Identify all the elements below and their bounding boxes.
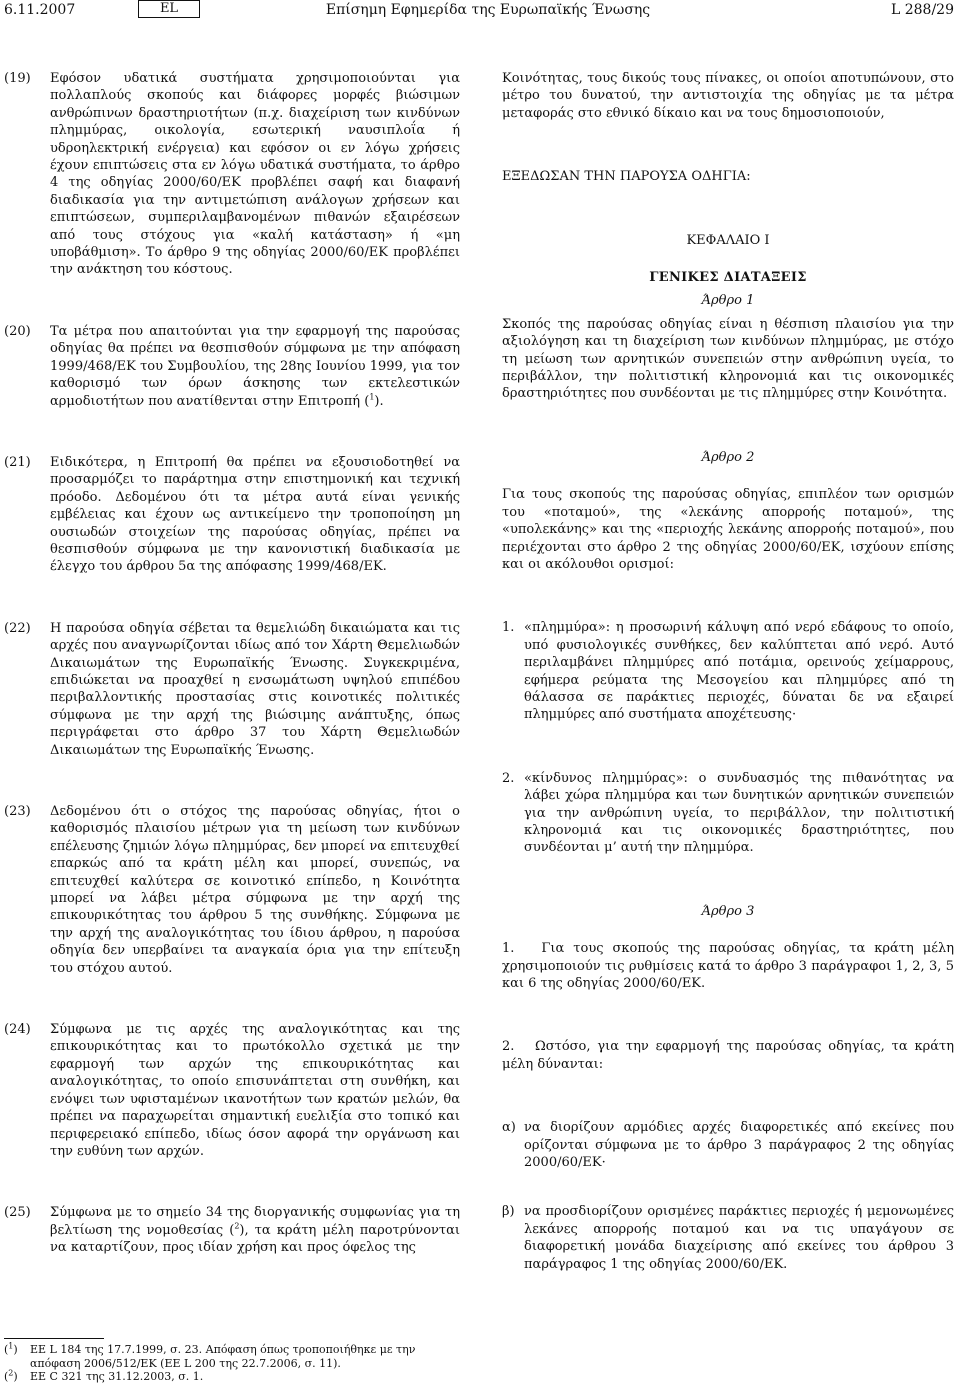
recital — [4, 323, 460, 410]
recital-number: (21) — [4, 454, 31, 470]
definition-number: 2. — [502, 770, 515, 786]
language-badge: EL — [138, 0, 200, 18]
page-header — [0, 2, 960, 32]
article-1-title: Άρθρο 1 — [701, 293, 755, 309]
article-2-text: Για τους σκοπούς της παρούσας οδηγίας, επιπλέον των ορισμών του «ποταμού», της «λεκάνης απορροής ποταμού», της «υπολεκάνης» και της «περιοχής λεκάνης απορροής ποταμού», που περιέχονται στο άρθρο 2 της οδηγίας 2000/60/ΕΚ, ισχύουν επίσης και οι ακόλουθοι ορισμοί: — [502, 487, 954, 572]
article-2-title: Άρθρο 2 — [701, 449, 755, 465]
header-date: 6.11.2007 — [4, 2, 76, 18]
recital-text: Δεδομένου ότι ο στόχος της παρούσας οδηγίας, ήτοι ο καθορισμός πλαισίου μέτρων για τη μείωση των κινδύνων επέλευσης ζημιών λόγω πλημμύρας, δεν μπορεί να επιτευχθεί επαρκώς από τα κράτη μέλη και μπορεί, συνεπώς, να επιτευχθεί καλύτερα σε κοινοτικό επίπεδο, η Κοινότητα μπορεί να λάβει μέτρα σύμφωνα με την αρχή της επικουρικότητας του άρθρου 5 της συνθήκης. Σύμφωνα με την αρχή της αναλογικότητας του ίδιου άρθρου, η παρούσα οδηγία δεν υπερβαίνει τα αναγκαία όρια για την επίτευξη του στόχου αυτού. — [50, 804, 460, 976]
page-reference: L 288/29 — [891, 2, 954, 18]
recital-number: (23) — [4, 804, 31, 819]
recital-text: Τα μέτρα που απαιτούνται για την εφαρμογή της παρούσας οδηγίας θα πρέπει να θεσπισθούν σύμφωνα με την απόφαση 1999/468/ΕΚ του Συμβουλίου, της 28ης Ιουνίου 1999, για τον καθορισμό των όρων άσκησης των εκτελεστικών αρμοδιοτήτων που ανατίθενται στην Επιτροπή ($^1$). — [50, 323, 460, 409]
footnote-text: ΕΕ C 321 της 31.12.2003, σ. 1. — [30, 1370, 204, 1383]
recital — [4, 803, 460, 977]
recital-number: (25) — [4, 1205, 31, 1221]
recital-text: Σύμφωνα με το σημείο 34 της διοργανικής συμφωνίας για τη βελτίωση της νομοθεσίας ($^2$), τα κράτη μέλη παροτρύνονται να καταρτίζουν, προς ιδίαν χρήση και προς όφελος της — [50, 1205, 460, 1256]
definition-text: «κίνδυνος πλημμύρας»: ο συνδυασμός της πιθανότητας να λάβει χώρα πλημμύρα και των δυνητικών αρνητικών συνεπειών για την ανθρώπινη υγεία, το περιβάλλον, την πολιτιστική κληρονομιά και τις οικονομικές δραστηριότητες, που συνδέονται μ’ αυτή την πλημμύρα. — [524, 770, 954, 856]
footnote-ref[interactable]: 1 — [369, 392, 375, 402]
recital — [4, 454, 460, 576]
article-3-paragraph-2: 2. Ωστόσο, για την εφαρμογή της παρούσας οδηγίας, τα κράτη μέλη δύνανται: — [502, 1039, 959, 1072]
definition-2 — [502, 770, 954, 857]
footnotes — [4, 1338, 460, 1384]
recital-number: (24) — [4, 1022, 31, 1038]
article-3-point-b — [502, 1203, 954, 1273]
journal-title: Επίσημη Εφημερίδα της Ευρωπαϊκής Ένωσης — [325, 2, 651, 18]
recital — [4, 70, 460, 279]
recital-text: Η παρούσα οδηγία σέβεται τα θεμελιώδη δικαιώματα και τις αρχές που αναγνωρίζονται ιδίως από τον Χάρτη Θεμελιωδών Δικαιωμάτων της Ευρωπαϊκής Ένωσης. Συγκεκριμένα, επιδιώκεται να προαχθεί η ενσωμάτωση υψηλού επιπέδου περιβαλλοντικής προστασίας στις κοινοτικές πολιτικές σύμφωνα με την αρχή της βιώσιμης ανάπτυξης, όπως περιγράφεται στο άρθρο 37 του Χάρτη Θεμελιωδών Δικαιωμάτων της Ευρωπαϊκής Ένωσης. — [50, 620, 460, 758]
recital — [4, 1204, 460, 1256]
recital — [4, 1021, 460, 1160]
footnote — [4, 1343, 460, 1370]
footnote-ref[interactable]: 2 — [234, 1221, 240, 1231]
footnote-separator — [4, 1338, 104, 1339]
point-letter: β) — [502, 1204, 515, 1220]
article-3-title: Άρθρο 3 — [701, 903, 755, 919]
recital-number: (19) — [4, 71, 31, 86]
footnote — [4, 1370, 460, 1384]
article-3-point-a — [502, 1119, 954, 1171]
chapter-number: ΚΕΦΑΛΑΙΟ I — [686, 232, 770, 248]
recital-text: Σύμφωνα με τις αρχές της αναλογικότητας και της επικουρικότητας και το πρωτόκολλο σχετικά με την εφαρμογή των αρχών της επικουρικότητας και αναλογικότητας, το οποίο επισυνάπτεται στη συνθήκη, και ενόψει των υφισταμένων ικανοτήτων των κρατών μελών, θα πρέπει να παραχωρείται σημαντική ευελιξία στο τοπικό και περιφερειακό επίπεδο, ιδίως όσον αφορά την οργάνωση και την ευθύνη των αρχών. — [50, 1022, 460, 1159]
continuation-paragraph: Κοινότητας, τους δικούς τους πίνακες, οι οποίοι αποτυπώνουν, στο μέτρο του δυνατού, την αντιστοιχία της οδηγίας με τα μέτρα μεταφοράς στο εθνικό δίκαιο και να τους δημοσιοποιούν, — [502, 71, 954, 121]
point-letter: α) — [502, 1120, 516, 1136]
footnote-number: ($^2$) — [4, 1368, 18, 1383]
left-column — [4, 70, 460, 1257]
recital-text-body: Τα μέτρα που απαιτούνται για την εφαρμογή της παρούσας οδηγίας θα πρέπει να θεσπισθούν σύμφωνα με την απόφαση 1999/468/ΕΚ του Συμβουλίου, της 28ης Ιουνίου 1999, για τον καθορισμό των όρων άσκησης των εκτελεστικών αρμοδιοτήτων που ανατίθενται στην Επιτροπή — [50, 323, 460, 409]
article-3-paragraph-1: 1. Για τους σκοπούς της παρούσας οδηγίας, τα κράτη μέλη χρησιμοποιούν τις ρυθμίσεις κατά το άρθρο 3 παράγραφοι 1, 2, 3, 5 και 6 της οδηγίας 2000/60/ΕΚ. — [502, 941, 959, 991]
footnote-text: ΕΕ L 184 της 17.7.1999, σ. 23. Απόφαση όπως τροποποιήθηκε με την απόφαση 2006/512/ΕΚ (ΕΕ L 200 της 22.7.2006, σ. 11). — [30, 1343, 416, 1370]
chapter-title: ΓΕΝΙΚΕΣ ΔΙΑΤΑΞΕΙΣ — [649, 270, 807, 286]
recital-text-tail: , τα κράτη μέλη παροτρύνονται να καταρτίζουν, προς ιδίαν χρήση και προς όφελος της — [50, 1222, 460, 1256]
recital-text: Ειδικότερα, η Επιτροπή θα πρέπει να εξουσιοδοτηθεί να προσαρμόζει το παράρτημα στην επιστημονική και τεχνική πρόοδο. Δεδομένου ότι τα μέτρα αυτά είναι γενικής εμβέλειας και έχουν ως αντικείμενο την τροποποίηση μη ουσιωδών στοιχείων της παρούσας οδηγίας, πρέπει να θεσπισθούν σύμφωνα με την κανονιστική διαδικασία με έλεγχο του άρθρου 5α της απόφασης 1999/468/ΕΚ. — [50, 454, 460, 575]
article-1-text: Σκοπός της παρούσας οδηγίας είναι η θέσπιση πλαισίου για την αξιολόγηση και τη διαχείριση των κινδύνων πλημμύρας, με στόχο τη μείωση των αρνητικών συνεπειών στην ανθρώπινη υγεία, το περιβάλλον, την πολιτιστική κληρονομιά και τις οικονομικές δραστηριότητες που συνδέονται με τις πλημμύρες στην Κοινότητα. — [502, 316, 954, 402]
point-text: να προσδιορίζουν ορισμένες παράκτιες περιοχές ή μεμονωμένες λεκάνες απορροής ποταμού και να τις υπαγάγουν σε διαφορετική μονάδα διαχείρισης από εκείνες του άρθρου 3 παράγραφος 1 της οδηγίας 2000/60/ΕΚ. — [524, 1204, 954, 1272]
footnote-number: ($^1$) — [4, 1341, 18, 1356]
recital-text: Εφόσον υδατικά συστήματα χρησιμοποιούνται για πολλαπλούς σκοπούς και διάφορες μορφές βιώσιμων ανθρώπινων δραστηριοτήτων (π.χ. διαχείριση των κινδύνων πλημμύρας, οικολογία, εσωτερική ναυσιπλοΐα ή υδροηλεκτρική ενέργεια) και εφόσον οι εν λόγω χρήσεις έχουν επιπτώσεις στα εν λόγω υδατικά συστήματα, το άρθρο 4 της οδηγίας 2000/60/ΕΚ προβλέπει σαφή και διαφανή διαδικασία για την αντιμετώπιση ανάλογων χρήσεων και επιπτώσεων, συμπεριλαμβανομένων πιθανών εξαιρέσεων από τους στόχους για «καλή κατάσταση» ή «μη υποβάθμιση». Το άρθρο 9 της οδηγίας 2000/60/ΕΚ προβλέπει την ανάκτηση του κόστους. — [50, 71, 460, 278]
definition-number: 1. — [502, 620, 515, 636]
recital-text-body: Σύμφωνα με το σημείο 34 της διοργανικής συμφωνίας για τη βελτίωση της νομοθεσίας — [50, 1205, 460, 1238]
definition-text: «πλημμύρα»: η προσωρινή κάλυψη από νερό εδάφους το οποίο, υπό φυσιολογικές συνθήκες, δεν καλύπτεται από νερό. Αυτό περιλαμβάνει πλημμύρες από ποτάμια, ορεινούς χείμαρρους, εφήμερα ρεύματα της Μεσογείου και πλημμύρες από τη θάλασσα σε παράκτιες περιοχές, δύναται δε να εξαιρεί πλημμύρες από συστήματα αποχέτευσης· — [524, 620, 954, 723]
right-column — [502, 70, 959, 1273]
point-text: να διορίζουν αρμόδιες αρχές διαφορετικές από εκείνες που ορίζονται σύμφωνα με το άρθρο 3 παράγραφος 2 της οδηγίας 2000/60/ΕΚ· — [524, 1120, 954, 1171]
definition-1 — [502, 619, 954, 723]
adoption-formula: ΕΞΕΔΩΣΑΝ ΤΗΝ ΠΑΡΟΥΣΑ ΟΔΗΓΙΑ: — [502, 169, 751, 185]
recital-number: (22) — [4, 620, 31, 636]
recital-text-tail: . — [379, 393, 384, 409]
recital-number: (20) — [4, 323, 31, 339]
recital — [4, 620, 460, 759]
